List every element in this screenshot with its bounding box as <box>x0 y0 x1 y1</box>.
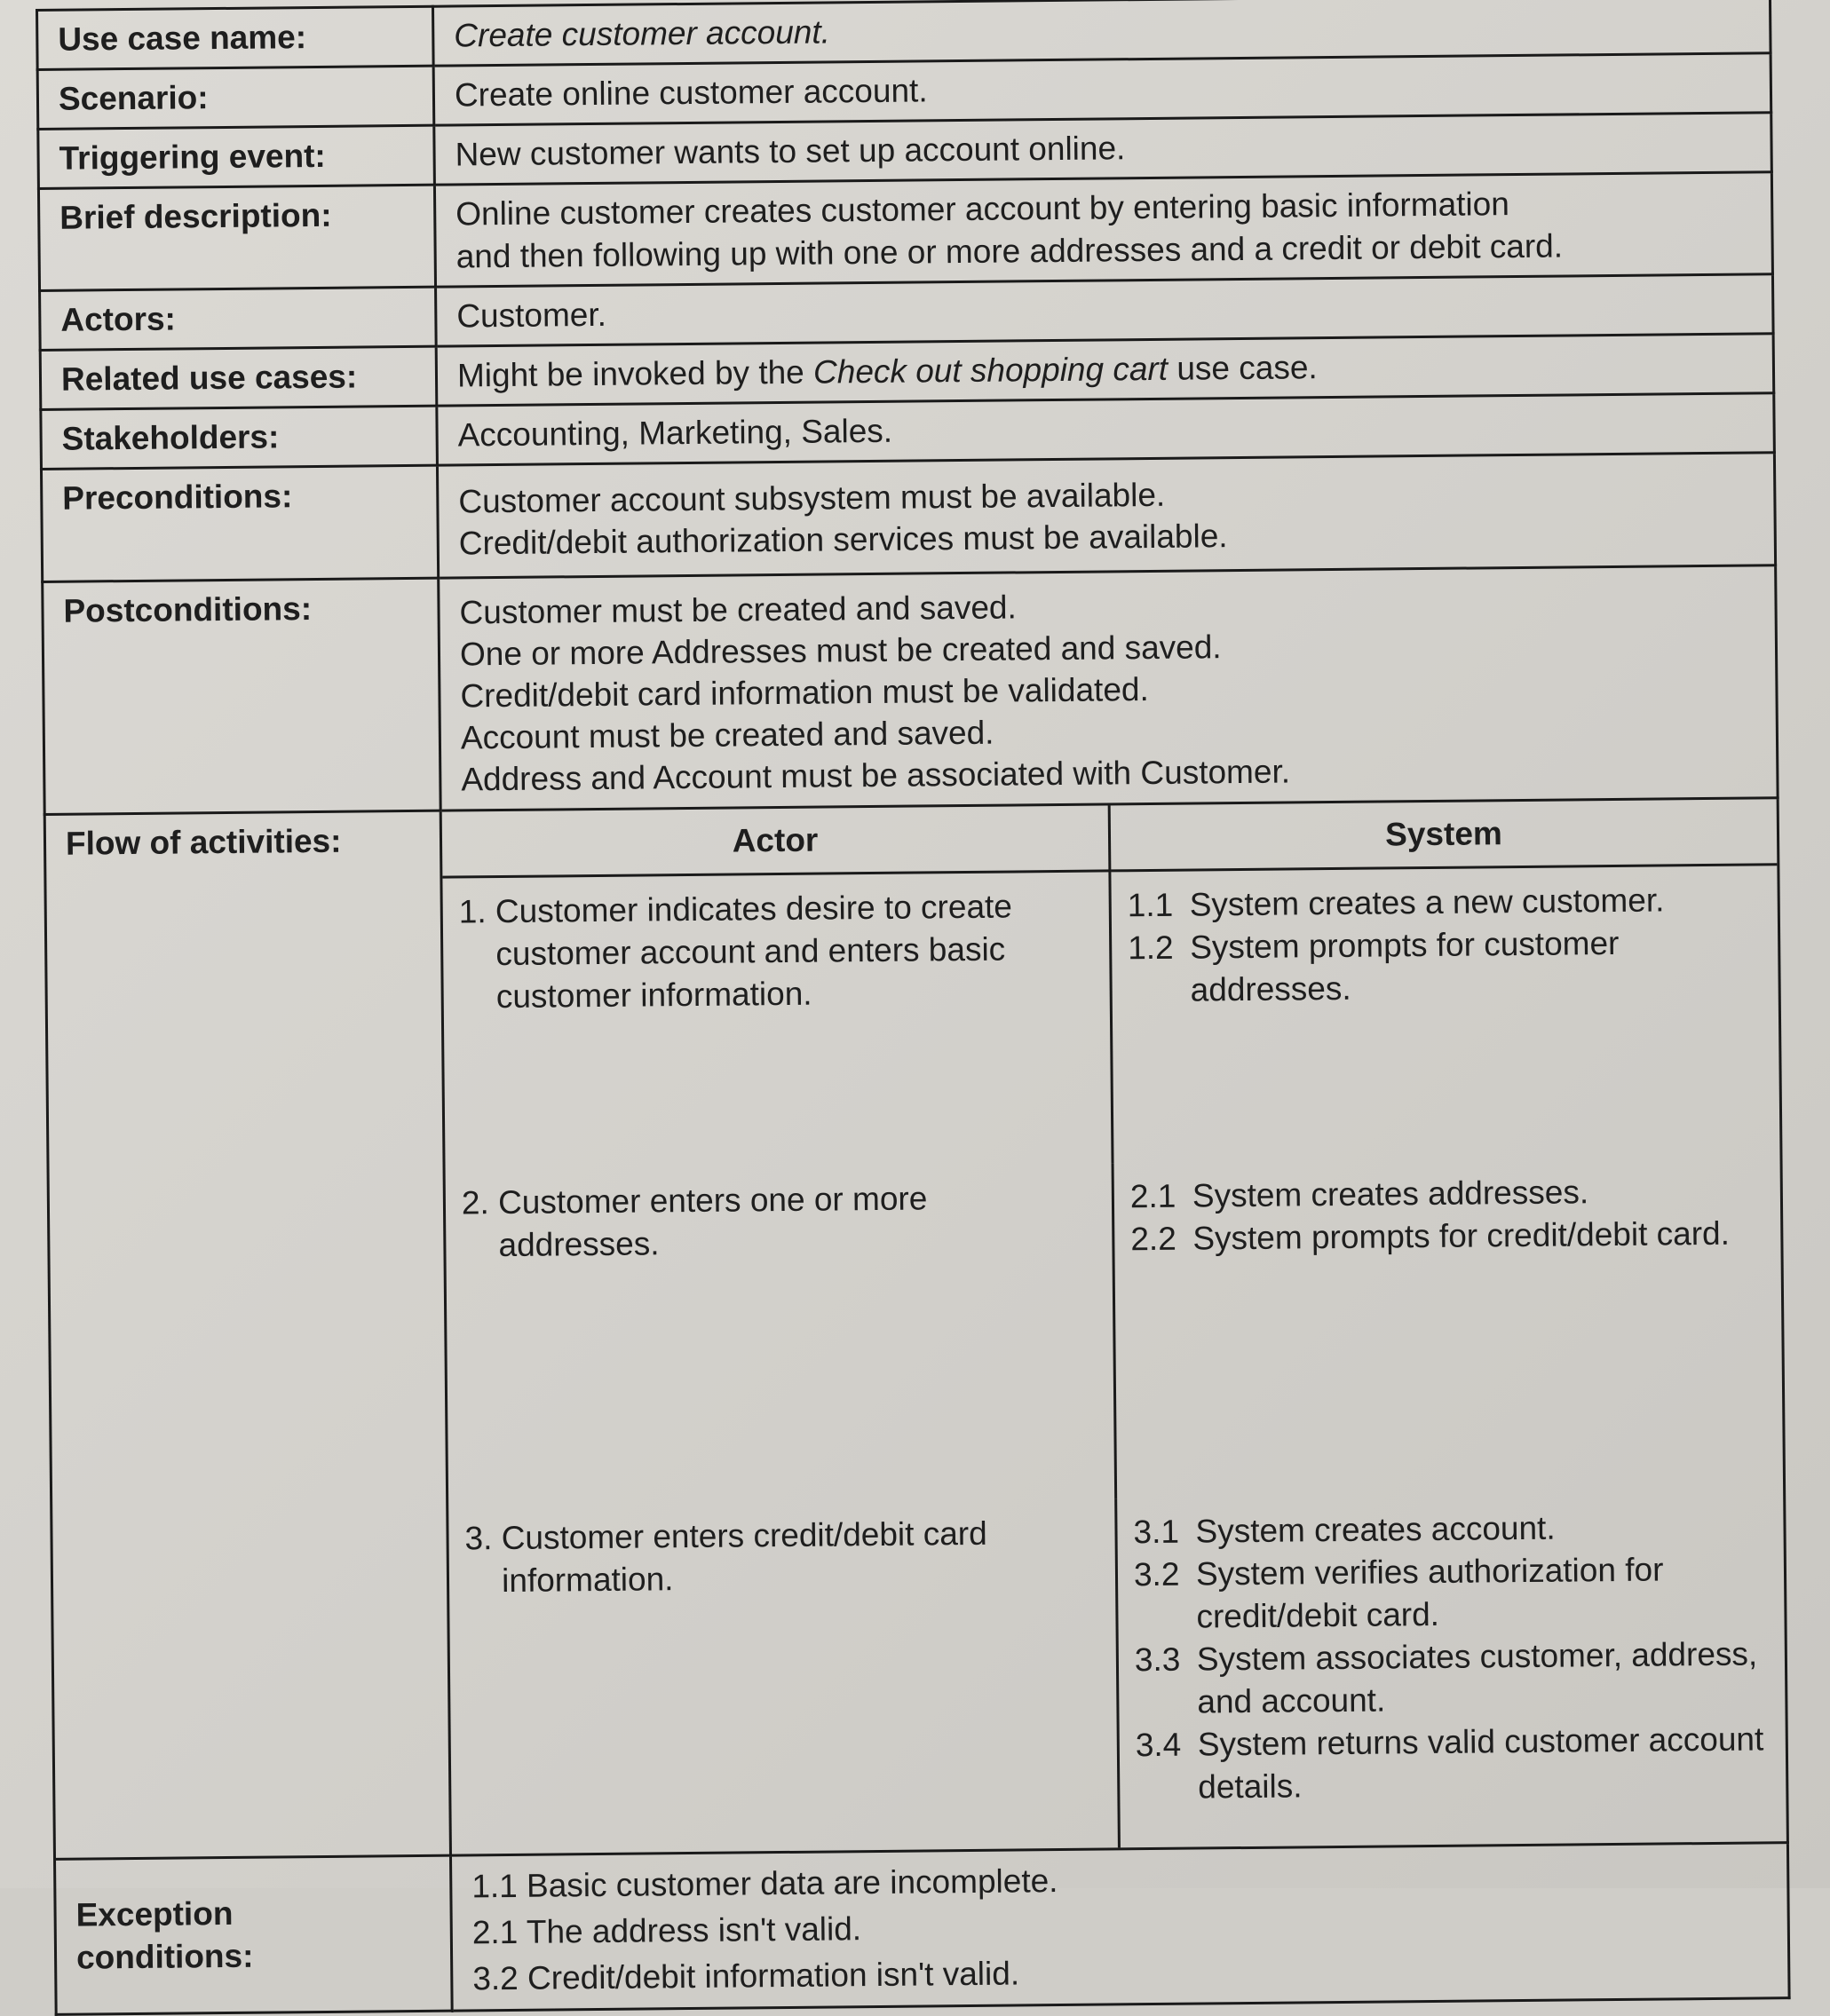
postcondition-item: Customer must be created and saved. <box>459 589 1017 631</box>
brief-description-label: Brief description: <box>38 185 435 290</box>
scenario-value: Create online customer account. <box>433 53 1771 125</box>
postconditions-value <box>439 565 1778 810</box>
exception-conditions-value <box>450 1843 1789 2011</box>
actor-step-number: 3. <box>464 1520 502 1557</box>
flow-step-row <box>442 865 1779 1170</box>
use-case-name-value: Create customer account. <box>432 0 1771 66</box>
flow-of-activities-label: Flow of activities: <box>44 810 450 1859</box>
flow-step-row <box>446 1157 1784 1505</box>
system-step-number: 3.4 <box>1135 1726 1182 1764</box>
system-step-text: System associates customer, address, and account. <box>1196 1635 1758 1720</box>
actor-step-number: 1. <box>458 893 496 930</box>
postcondition-item: Address and Account must be associated with Customer. <box>461 753 1291 798</box>
brief-description-line-1: Online customer creates customer account by entering basic information <box>456 186 1510 233</box>
flow-table <box>442 799 1786 1854</box>
brief-description-line-2: and then following up with one or more addresses and a credit or debit card. <box>456 227 1564 275</box>
use-case-name-label: Use case name: <box>37 6 434 69</box>
flow-of-activities-cell <box>440 798 1787 1855</box>
row-brief-description <box>38 172 1772 291</box>
postcondition-item: Credit/debit card information must be validated. <box>460 671 1149 715</box>
triggering-event-value: New customer wants to set up account online. <box>434 113 1772 185</box>
system-step-text: System creates account. <box>1195 1509 1556 1550</box>
row-flow-of-activities <box>44 798 1787 1860</box>
actor-step-text: Customer indicates desire to create customer account and enters basic customer information. <box>495 888 1013 1016</box>
triggering-event-label: Triggering event: <box>38 125 435 188</box>
system-step-number: 2.2 <box>1130 1220 1176 1258</box>
row-preconditions <box>41 453 1775 582</box>
exception-item: 2.1 The address isn't valid. <box>471 1910 862 1951</box>
actor-step-number: 2. <box>461 1184 499 1221</box>
system-step-text: System returns valid customer account details. <box>1197 1720 1764 1806</box>
actor-step <box>446 1163 1116 1505</box>
actors-value: Customer. <box>436 274 1774 346</box>
stakeholders-value: Accounting, Marketing, Sales. <box>437 393 1775 465</box>
row-postconditions <box>43 565 1778 815</box>
system-step-text: System prompts for credit/debit card. <box>1192 1214 1731 1257</box>
actor-step <box>442 871 1113 1170</box>
system-step-text: System creates a new customer. <box>1189 882 1665 923</box>
postcondition-item: Account must be created and saved. <box>460 714 994 756</box>
row-exception-conditions <box>55 1843 1790 2015</box>
system-steps <box>1116 1492 1786 1847</box>
system-steps <box>1110 865 1780 1164</box>
system-step-number: 1.1 <box>1127 886 1174 924</box>
preconditions-value <box>437 453 1775 578</box>
related-prefix: Might be invoked by the <box>456 353 814 394</box>
system-step-number: 3.2 <box>1133 1555 1180 1593</box>
postconditions-label: Postconditions: <box>43 578 440 814</box>
system-step-text: System prompts for customer addresses. <box>1190 924 1620 1008</box>
related-suffix: use case. <box>1167 349 1318 387</box>
actors-label: Actors: <box>40 287 437 350</box>
related-use-cases-label: Related use cases: <box>40 346 437 409</box>
postcondition-item: One or more Addresses must be created and saved. <box>459 629 1222 673</box>
flow-step-row <box>448 1492 1786 1854</box>
system-step-number: 3.1 <box>1133 1513 1180 1551</box>
precondition-item: Credit/debit authorization services must be available. <box>458 518 1228 562</box>
precondition-item: Customer account subsystem must be available. <box>458 476 1166 520</box>
actor-step-text: Customer enters credit/debit card information. <box>501 1514 987 1600</box>
system-step-number: 1.2 <box>1128 929 1174 967</box>
scenario-label: Scenario: <box>37 66 434 129</box>
exception-item: 1.1 Basic customer data are incomplete. <box>471 1862 1058 1905</box>
exception-item: 3.2 Credit/debit information isn't valid. <box>472 1955 1020 1997</box>
exception-conditions-label <box>55 1855 453 2014</box>
exception-label-line-2: conditions: <box>75 1937 254 1976</box>
related-use-case-name: Check out shopping cart <box>812 350 1169 391</box>
system-step-text: System creates addresses. <box>1192 1174 1589 1214</box>
system-step-number: 2.1 <box>1129 1177 1176 1215</box>
system-step-text: System verifies authorization for credit/debit card. <box>1195 1551 1664 1635</box>
actor-step-text: Customer enters one or more addresses. <box>497 1180 928 1264</box>
exception-label-line-1: Exception <box>75 1894 234 1933</box>
actor-column-header: Actor <box>442 805 1110 877</box>
system-steps <box>1113 1157 1783 1498</box>
system-step-number: 3.3 <box>1134 1640 1181 1679</box>
actor-step <box>448 1498 1119 1854</box>
preconditions-label: Preconditions: <box>41 465 438 581</box>
use-case-table <box>36 0 1791 2016</box>
system-column-header: System <box>1109 799 1777 871</box>
brief-description-value <box>434 172 1772 287</box>
stakeholders-label: Stakeholders: <box>41 406 438 469</box>
